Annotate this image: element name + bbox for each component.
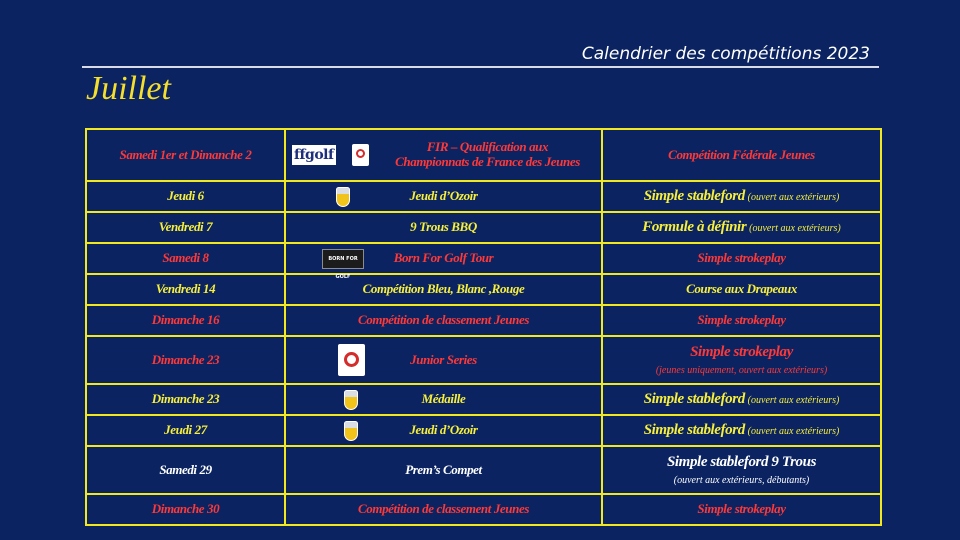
event-cell (285, 336, 602, 384)
event-cell (285, 212, 602, 243)
table-row (86, 494, 881, 525)
date-label: Vendredi 14 (155, 281, 216, 297)
format-label: Simple stableford 9 Trous (666, 453, 817, 470)
event-label: Prem’s Compet (405, 461, 482, 477)
format-note: (ouvert aux extérieurs) (747, 394, 840, 406)
date-label: Jeudi 6 (167, 188, 204, 204)
date-label: Samedi 29 (159, 461, 212, 477)
competition-table (85, 128, 882, 526)
table-row (86, 129, 881, 181)
table-row (86, 305, 881, 336)
table-row (86, 181, 881, 212)
event-cell (285, 181, 602, 212)
table-row (86, 415, 881, 446)
table-row (86, 274, 881, 305)
format-label: Simple strokeplay (697, 250, 786, 266)
format-label: Simple strokeplay (690, 343, 793, 360)
format-note: (jeunes uniquement, ouvert aux extérieurs) (655, 364, 828, 376)
format-cell (602, 446, 881, 494)
event-label-line1: FIR – Qualification aux (426, 139, 549, 155)
format-label: Simple strokeplay (697, 501, 786, 517)
format-note: (ouvert aux extérieurs, débutants) (673, 474, 810, 486)
format-cell (602, 494, 881, 525)
format-label: Simple stableford (643, 187, 745, 204)
born-for-golf-logo: BORN FOR GOLF (322, 249, 364, 269)
date-label: Dimanche 23 (151, 391, 220, 407)
event-label: Compétition de classement Jeunes (357, 501, 529, 517)
event-cell (285, 305, 602, 336)
format-cell (602, 212, 881, 243)
format-cell (602, 181, 881, 212)
event-cell (285, 243, 602, 280)
junior-series-logo (338, 344, 365, 376)
ffgolf-logo: ffgolf (292, 145, 336, 165)
event-label: Jeudi d’Ozoir (409, 188, 478, 204)
event-cell (285, 129, 602, 181)
event-cell (285, 384, 602, 415)
month-title: Juillet (86, 70, 171, 107)
page-title: Calendrier des compétitions 2023 (581, 44, 870, 64)
format-cell (602, 384, 881, 415)
format-cell (602, 243, 881, 274)
date-cell (86, 243, 285, 274)
club-crest-icon (344, 390, 358, 410)
date-label: Vendredi 7 (158, 219, 213, 235)
club-crest-icon (336, 187, 350, 207)
event-cell (285, 415, 602, 446)
event-cell (285, 494, 602, 525)
format-label: Simple strokeplay (697, 312, 786, 328)
club-crest-icon (344, 421, 358, 441)
date-cell (86, 384, 285, 415)
date-label: Dimanche 23 (151, 351, 220, 367)
date-cell (86, 305, 285, 336)
event-label: Born For Golf Tour (393, 250, 494, 266)
event-label: Médaille (421, 391, 466, 407)
event-label: Jeudi d’Ozoir (409, 422, 478, 438)
event-label: Compétition Bleu, Blanc ,Rouge (362, 281, 525, 297)
date-cell (86, 181, 285, 212)
format-note: (ouvert aux extérieurs) (747, 425, 840, 437)
format-cell (602, 415, 881, 446)
format-cell (602, 274, 881, 305)
date-cell (86, 336, 285, 384)
event-cell (285, 446, 602, 494)
date-label: Samedi 8 (162, 250, 209, 266)
event-label: 9 Trous BBQ (410, 219, 477, 235)
table-row (86, 446, 881, 494)
date-label: Samedi 1er et Dimanche 2 (119, 146, 252, 162)
event-label: Compétition de classement Jeunes (357, 312, 529, 328)
format-note: (ouvert aux extérieurs) (747, 191, 840, 203)
event-label-line2: Championnats de France des Jeunes (395, 154, 580, 169)
format-label: Course aux Drapeaux (686, 281, 797, 297)
date-label: Dimanche 30 (151, 501, 220, 517)
format-cell (602, 336, 881, 384)
format-label: Formule à définir (642, 218, 747, 235)
date-cell (86, 494, 285, 525)
table-row (86, 212, 881, 243)
table-row (86, 243, 881, 274)
event-cell (285, 274, 602, 305)
date-cell (86, 274, 285, 305)
header-divider (82, 66, 879, 68)
format-label: Simple stableford (643, 390, 745, 407)
date-cell (86, 446, 285, 494)
format-label: Simple stableford (643, 421, 745, 438)
ligue-logo (352, 144, 369, 166)
table-row (86, 336, 881, 384)
table-row (86, 384, 881, 415)
date-cell (86, 415, 285, 446)
format-cell (602, 129, 881, 181)
format-cell (602, 305, 881, 336)
event-label: Junior Series (410, 351, 477, 367)
date-cell (86, 129, 285, 181)
date-cell (86, 212, 285, 243)
date-label: Jeudi 27 (164, 422, 207, 438)
format-note: (ouvert aux extérieurs) (749, 222, 841, 234)
format-label: Compétition Fédérale Jeunes (668, 146, 815, 162)
date-label: Dimanche 16 (151, 312, 220, 328)
